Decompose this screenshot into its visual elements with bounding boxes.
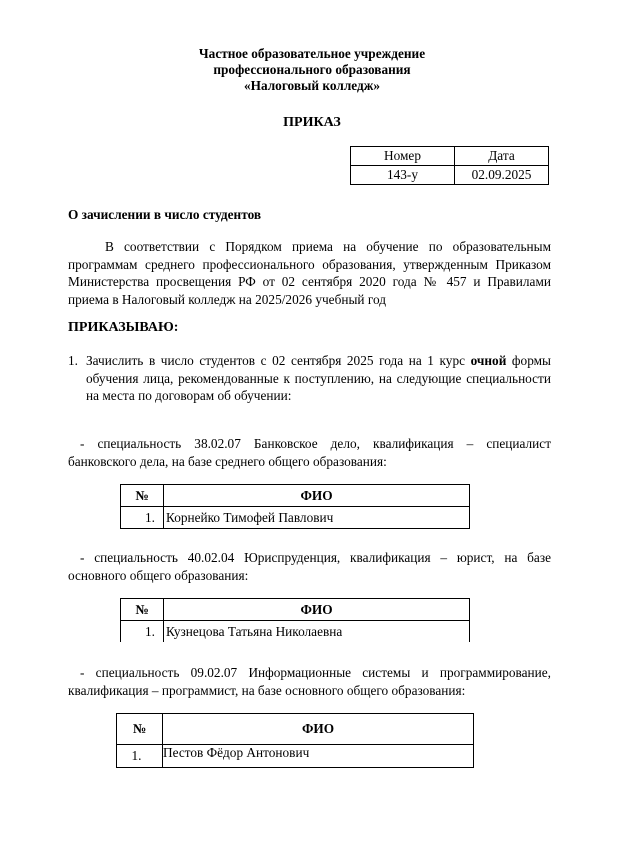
table-row [121,621,470,643]
column-header-name: ФИО [164,485,470,507]
column-header-name: ФИО [164,599,470,621]
table-row [121,507,470,529]
column-header-number: № [121,599,164,621]
order-keyword: ПРИКАЗЫВАЮ: [68,320,179,335]
preamble: В соответствии с Порядком приема на обучение по образовательным программам среднего профессионального образования, утвержденным Приказом Министерства просвещения РФ от 02 сентября 2020 года № 457 и Правилами приема в Налоговый колледж на 2025/2026 учебный год [68,239,551,307]
date-header: Дата [455,147,549,166]
column-header-number: № [117,714,163,745]
student-name: Корнейко Тимофей Павлович [164,507,470,529]
order-date: 02.09.2025 [455,166,549,185]
column-header-number: № [121,485,164,507]
organization-name [0,46,624,94]
item-number: 1. [68,353,78,368]
document-type: ПРИКАЗ [283,115,341,130]
student-name: Пестов Фёдор Антонович [163,745,474,768]
emphasis-text: очной [470,353,507,368]
org-line: Частное образовательное учреждение [198,46,426,61]
item-text: Зачислить в число студентов с 02 сентября 2025 года на 1 курс очной формы обучения лица, рекомендованные к поступлению, на следующие специальности на места по договорам об обучении: [86,353,551,403]
student-name: Кузнецова Татьяна Николаевна [164,621,470,643]
specialty-description: - специальность 40.02.04 Юриспруденция, квалификация – юрист, на базе основного общего образования: [68,550,551,583]
order-number: 143-у [351,166,455,185]
org-line: профессионального образования [213,62,411,77]
specialty-description: - специальность 38.02.07 Банковское дело, квалификация – специалист банковского дела, на базе среднего общего образования: [68,436,551,469]
column-header-name: ФИО [163,714,474,745]
row-number: 1. [121,621,164,643]
order-meta-table [350,146,549,185]
org-line: «Налоговый колледж» [243,78,381,93]
row-number: 1. [117,745,163,768]
students-table [120,484,470,529]
students-table [120,598,470,642]
order-subject: О зачислении в число студентов [68,207,262,222]
order-item-1 [68,352,551,405]
table-row [117,745,474,768]
row-number: 1. [121,507,164,529]
students-table [116,713,474,768]
number-header: Номер [351,147,455,166]
specialty-description: - специальность 09.02.07 Информационные системы и программирование, квалификация – программист, на базе основного общего образования: [68,665,551,698]
